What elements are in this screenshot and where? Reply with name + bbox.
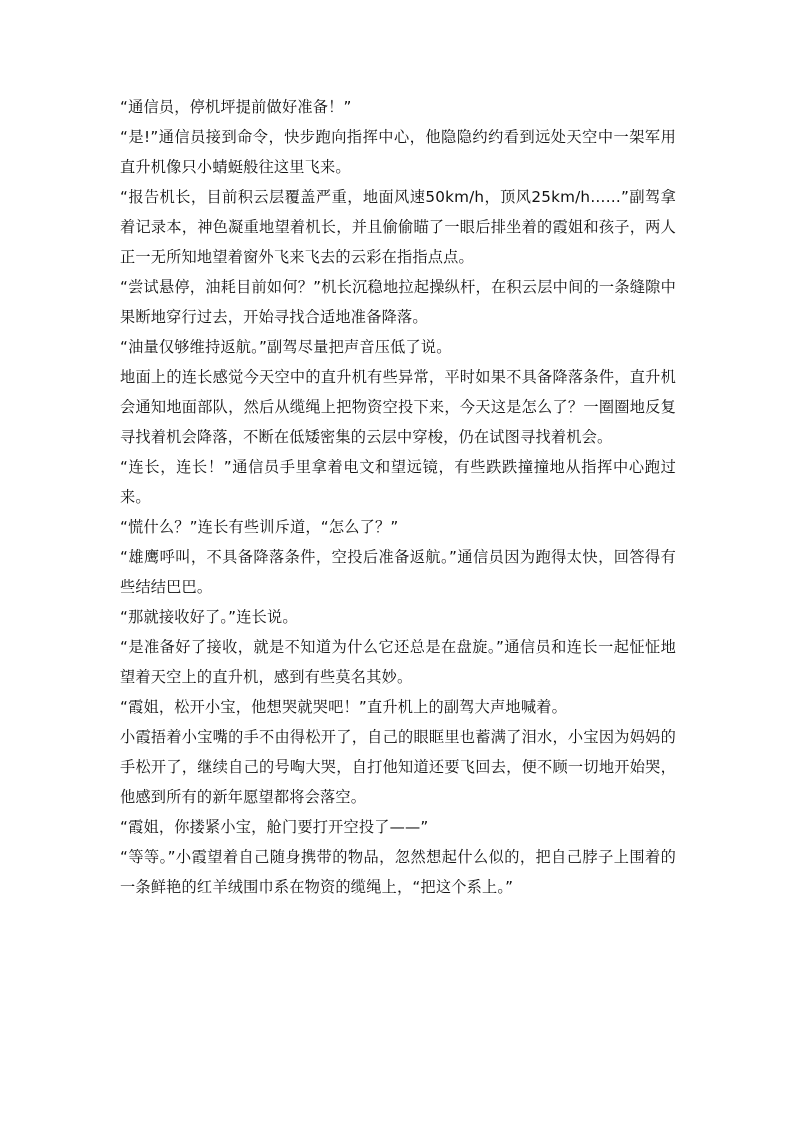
paragraph-12: “霞姐，松开小宝，他想哭就哭吧！”直升机上的副驾大声地喊着。: [120, 698, 567, 716]
paragraph-1: “通信员，停机坪提前做好准备！”: [120, 98, 352, 116]
paragraph-6: 地面上的连长感觉今天空中的直升机有些异常，平时如果不具备降落条件，直升机会通知地面部队，然后从缆绳上把物资空投下来，今天这是怎么了？一圈圈地反复寻找着机会降落，不断在低矮密集的云层中穿梭，仍在试图寻找着机会。: [120, 368, 676, 446]
paragraph-8: “慌什么？”连长有些训斥道，“怎么了？”: [120, 518, 399, 536]
document-page: [120, 92, 676, 902]
paragraph-11: “是准备好了接收，就是不知道为什么它还总是在盘旋。”通信员和连长一起怔怔地望着天空上的直升机，感到有些莫名其妙。: [120, 638, 676, 686]
paragraph-2: “是!”通信员接到命令，快步跑向指挥中心，他隐隐约约看到远处天空中一架军用直升机像只小蜻蜓般往这里飞来。: [120, 128, 676, 176]
paragraph-15: “等等。”小霞望着自己随身携带的物品，忽然想起什么似的，把自己脖子上围着的一条鲜艳的红羊绒围巾系在物资的缆绳上，“把这个系上。”: [120, 848, 676, 896]
paragraph-7: “连长，连长！”通信员手里拿着电文和望远镜，有些跌跌撞撞地从指挥中心跑过来。: [120, 458, 676, 506]
paragraph-9: “雄鹰呼叫，不具备降落条件，空投后准备返航。”通信员因为跑得太快，回答得有些结结巴巴。: [120, 548, 676, 596]
paragraph-13: 小霞捂着小宝嘴的手不由得松开了，自己的眼眶里也蓄满了泪水，小宝因为妈妈的手松开了，继续自己的号啕大哭，自打他知道还要飞回去，便不顾一切地开始哭，他感到所有的新年愿望都将会落空。: [120, 728, 676, 806]
paragraph-5: “油量仅够维持返航。”副驾尽量把声音压低了说。: [120, 338, 452, 356]
paragraph-14: “霞姐，你搂紧小宝，舱门要打开空投了——”: [120, 818, 429, 836]
paragraph-4: “尝试悬停，油耗目前如何？”机长沉稳地拉起操纵杆，在积云层中间的一条缝隙中果断地穿行过去，开始寻找合适地准备降落。: [120, 278, 676, 326]
paragraph-3: “报告机长，目前积云层覆盖严重，地面风速50km/h，顶风25km/h……”副驾拿着记录本，神色凝重地望着机长，并且偷偷瞄了一眼后排坐着的霞姐和孩子，两人正一无所知地望着窗外飞来飞去的云彩在指指点点。: [120, 188, 676, 266]
paragraph-10: “那就接收好了。”连长说。: [120, 608, 298, 626]
